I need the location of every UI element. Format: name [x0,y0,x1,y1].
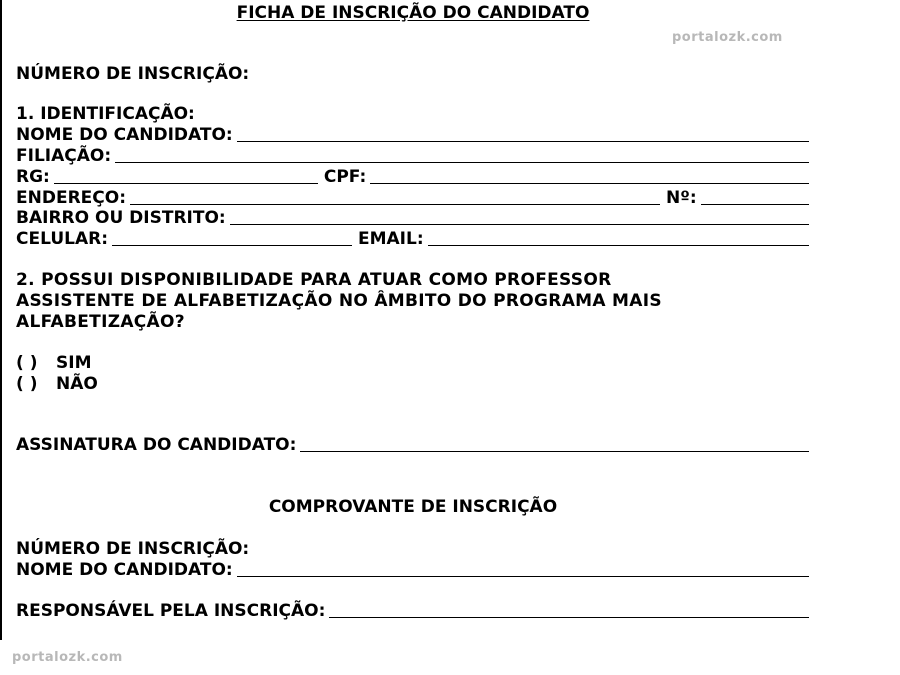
receipt-title: COMPROVANTE DE INSCRIÇÃO [268,497,558,517]
district-row [16,208,809,229]
option-sim[interactable] [16,353,92,374]
availability-question-line-3: ALFABETIZAÇÃO? [16,312,185,332]
address-field[interactable] [130,203,660,205]
availability-question-line-2: ASSISTENTE DE ALFABETIZAÇÃO NO ÂMBITO DO PROGRAMA MAIS [16,291,662,311]
district-label: BAIRRO OU DISTRITO: [16,208,226,228]
option-nao[interactable] [16,374,98,395]
candidate-name-row [16,125,809,146]
signature-field[interactable] [300,450,809,452]
phone-email-row [16,229,809,250]
district-field[interactable] [230,223,809,225]
receipt-candidate-name-field[interactable] [237,575,809,577]
filiation-row [16,146,809,167]
cellphone-label: CELULAR: [16,229,108,249]
rg-cpf-row [16,167,809,188]
rg-field[interactable] [54,182,318,184]
address-row [16,188,809,209]
email-field[interactable] [428,244,809,246]
address-label: ENDEREÇO: [16,188,126,208]
option-sim-label: SIM [56,353,92,373]
cellphone-field[interactable] [112,244,352,246]
candidate-name-label: NOME DO CANDIDATO: [16,125,233,145]
option-nao-label: NÃO [56,374,98,394]
option-sim-checkbox[interactable]: ( ) [16,353,38,373]
section-identification-heading: 1. IDENTIFICAÇÃO: [16,104,195,124]
option-nao-checkbox[interactable]: ( ) [16,374,38,394]
availability-question-line-1: 2. POSSUI DISPONIBILIDADE PARA ATUAR COMO PROFESSOR [16,270,612,290]
cpf-label: CPF: [323,167,367,187]
registration-number-label: NÚMERO DE INSCRIÇÃO: [16,64,250,84]
receipt-candidate-name-label: NOME DO CANDIDATO: [16,560,233,580]
receipt-registration-number-label: NÚMERO DE INSCRIÇÃO: [16,539,250,559]
form-title: FICHA DE INSCRIÇÃO DO CANDIDATO [236,3,590,23]
filiation-label: FILIAÇÃO: [16,146,112,166]
cpf-field[interactable] [370,182,809,184]
signature-row [16,435,809,456]
left-border-rule [0,0,2,640]
watermark-bottom: portalozk.com [12,650,123,665]
receipt-candidate-name-row [16,560,809,581]
house-number-label: Nº: [666,188,697,208]
house-number-field[interactable] [701,203,809,205]
watermark-top: portalozk.com [672,30,783,45]
candidate-name-field[interactable] [237,140,809,142]
filiation-field[interactable] [115,161,809,163]
rg-label: RG: [16,167,50,187]
signature-label: ASSINATURA DO CANDIDATO: [16,435,297,455]
email-label: EMAIL: [358,229,424,249]
responsible-field[interactable] [329,616,809,618]
responsible-label: RESPONSÁVEL PELA INSCRIÇÃO: [16,601,326,621]
responsible-row [16,601,809,622]
